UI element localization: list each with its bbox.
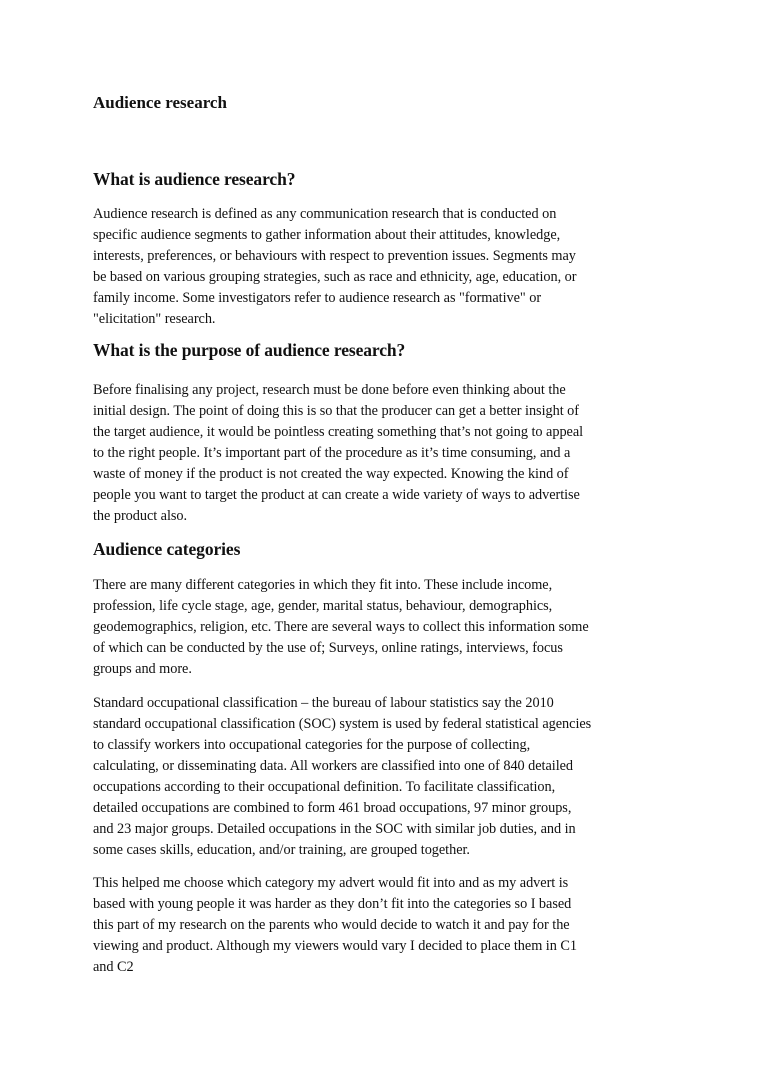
text-line: family income. Some investigators refer to audience research as "formative" or [93,290,542,306]
text-line: to classify workers into occupational categories for the purpose of collecting, [93,737,531,753]
text-line: the product also. [93,508,188,524]
text-line: Before finalising any project, research must be done before even thinking about the [93,382,566,398]
text-line: geodemographics, religion, etc. There are several ways to collect this information some [93,619,589,635]
text-line: the target audience, it would be pointless creating something that’s not going to appeal [93,424,584,440]
text-line: be based on various grouping strategies, such as race and ethnicity, age, education, or [93,269,577,285]
paragraph-conclusion [93,873,693,978]
section-heading-audience-categories: Audience categories [93,539,241,559]
paragraph-purpose [93,380,693,527]
text-line: specific audience segments to gather information about their attitudes, knowledge, [93,227,561,243]
text-line: to the right people. It’s important part of the procedure as it’s time consuming, and a [93,445,571,461]
text-line: detailed occupations are combined to form 461 broad occupations, 97 minor groups, [93,800,572,816]
document-title: Audience research [93,93,227,112]
section-heading-what-is-audience-research: What is audience research? [93,169,296,189]
paragraph-definition [93,204,693,330]
text-line: initial design. The point of doing this is so that the producer can get a better insight of [93,403,579,419]
paragraph-categories [93,575,693,680]
text-line: This helped me choose which category my advert would fit into and as my advert is [93,875,569,891]
text-line: calculating, or disseminating data. All workers are classified into one of 840 detailed [93,758,574,774]
text-line: interests, preferences, or behaviours with respect to prevention issues. Segments may [93,248,576,264]
text-line: waste of money if the product is not created the way expected. Knowing the kind of [93,466,569,482]
text-line: people you want to target the product at can create a wide variety of ways to advertise [93,487,580,503]
text-line: of which can be conducted by the use of; Surveys, online ratings, interviews, focus [93,640,563,656]
text-line: this part of my research on the parents who would decide to watch it and pay for the [93,917,570,933]
text-line: and 23 major groups. Detailed occupations in the SOC with similar job duties, and in [93,821,576,837]
text-line: "elicitation" research. [93,311,216,327]
paragraph-soc [93,693,693,861]
text-line: Standard occupational classification – the bureau of labour statistics say the 2010 [93,695,554,711]
text-line: based with young people it was harder as they don’t fit into the categories so I based [93,896,572,912]
text-line: groups and more. [93,661,192,677]
text-line: Audience research is defined as any communication research that is conducted on [93,206,557,222]
text-line: standard occupational classification (SOC) system is used by federal statistical agencies [93,716,592,732]
text-line: There are many different categories in which they fit into. These include income, [93,577,553,593]
text-line: and C2 [93,959,134,975]
text-line: profession, life cycle stage, age, gender, marital status, behaviour, demographics, [93,598,553,614]
section-heading-purpose: What is the purpose of audience research? [93,340,406,360]
text-line: viewing and product. Although my viewers would vary I decided to place them in C1 [93,938,577,954]
text-line: occupations according to their occupational definition. To facilitate classification, [93,779,556,795]
text-line: some cases skills, education, and/or training, are grouped together. [93,842,470,858]
